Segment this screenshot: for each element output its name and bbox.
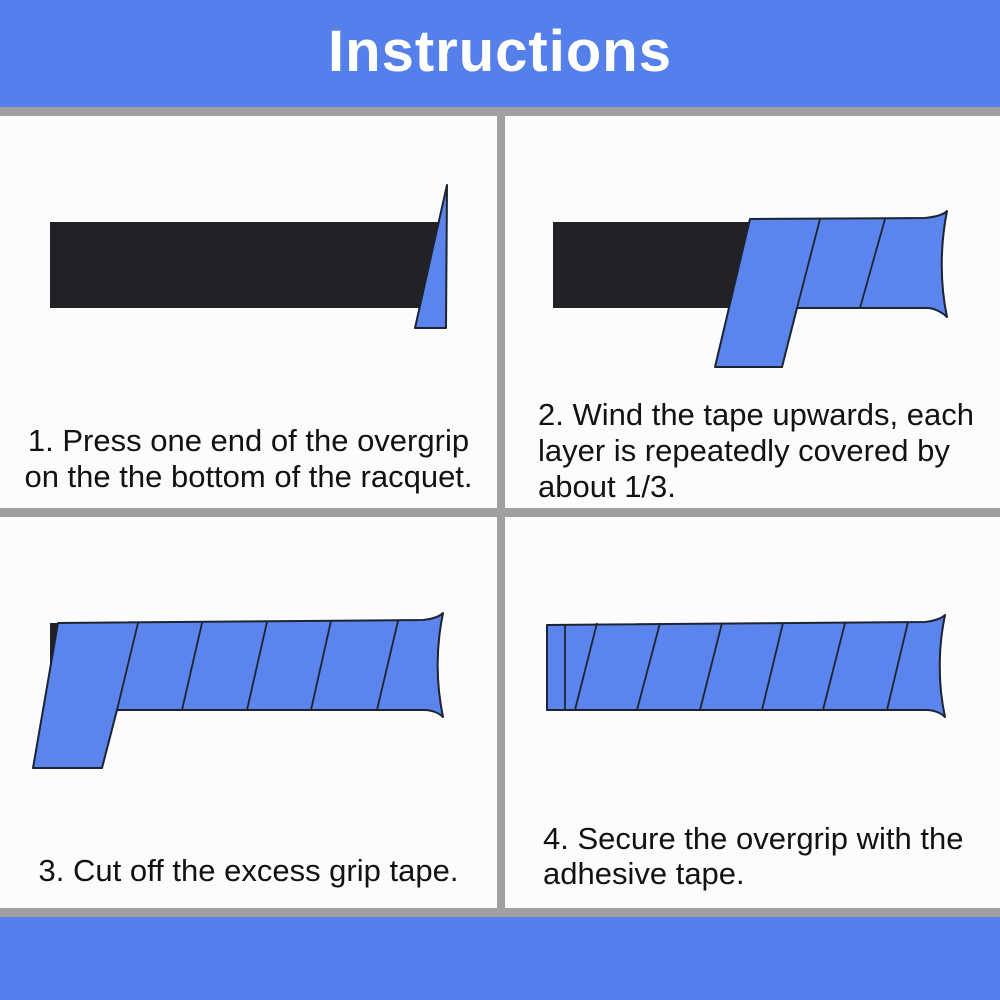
- tape-wrap-complete: [547, 615, 945, 717]
- footer-banner: [0, 917, 1000, 1000]
- caption-step-1: [0, 423, 497, 495]
- caption-line: 1. Press one end of the overgrip: [27, 423, 470, 458]
- panel-step-3: [0, 517, 497, 908]
- caption-line: adhesive tape.: [543, 856, 745, 891]
- caption-line: about 1/3.: [538, 469, 676, 504]
- caption-line: 3. Cut off the excess grip tape.: [38, 853, 459, 888]
- page-title: Instructions: [328, 18, 672, 84]
- panel-step-4: [505, 517, 1000, 908]
- tape-wrap-with-tail: [715, 211, 947, 367]
- caption-step-4: [543, 821, 963, 891]
- caption-step-2: [538, 397, 974, 505]
- header-banner: [0, 0, 1000, 107]
- caption-line: 2. Wind the tape upwards, each: [538, 397, 974, 432]
- caption-line: layer is repeatedly covered by: [538, 433, 950, 468]
- caption-line: on the the bottom of the racquet.: [24, 459, 473, 494]
- caption-line: 4. Secure the overgrip with the: [543, 821, 964, 856]
- illustration-step-3: [0, 517, 497, 908]
- caption-step-3: [0, 853, 497, 889]
- panels-grid: [0, 107, 1000, 917]
- panel-step-1: [0, 116, 497, 508]
- racquet-handle-shape: [50, 222, 439, 308]
- panel-step-2: [505, 116, 1000, 508]
